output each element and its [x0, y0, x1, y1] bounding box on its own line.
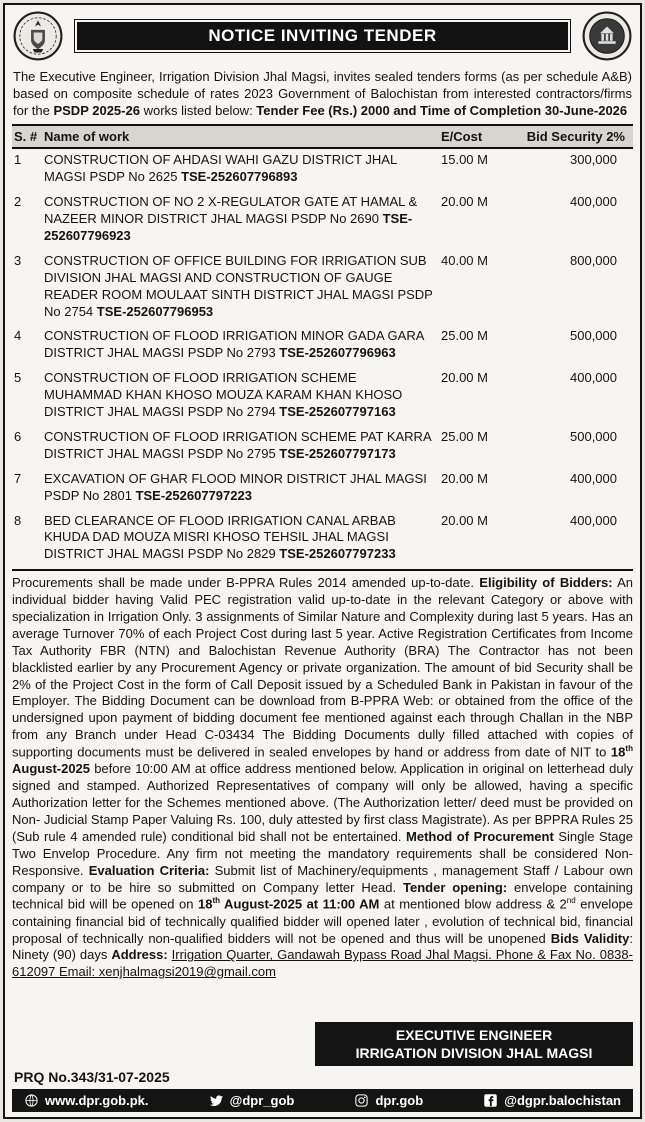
tse-code: TSE-252607796893 — [181, 169, 298, 185]
spacer — [12, 981, 633, 1017]
terms-paragraph: Procurements shall be made under B-PPRA Rules 2014 amended up-to-date. Eligibility of Bidders: An individual bidder having Valid PEC registration valid up-to-date in the relevant Category or above with specialization in Irrigation Only. 3 assignments of Similar Nature and Complexity during last 5 years. Has an average Turnover 70% of each Project Cost during last 5 year. Active Registration Certificates from Income Tax Authority FBR (NTN) and Balochistan Revenue Authority (BRA) The Contractor has not been blacklisted earlier by any Procurement Agency or private organization. The amount of bid Security shall be 2% of the Project Cost in the form of Call Deposit issued by a Scheduled Bank in Pakistan in favour of the Employer. The Bidding Document can be download from B-PPRA Web: or obtained from the office of the undersigned upon payment of bidding document fee mentioned against each through Challan in the NBP from any Branch under Head C-03434 The Bidding Documents dully filled attached with copies of supporting documents must be delivered in sealed envelopes by hand or address from date of NIT to 18th August-2025 before 10:00 AM at office address mentioned below. Application in original on letterhead duly signed and stamped. Authorized Representatives of company will only be allowed, having a specific Authorization letter for the Schemes mentioned above. (The Authorization letter/ deed must be provided on Non- Judicial Stamp Paper Valuing Rs. 100, duly attested by first class Magistrate). As per BPPRA Rules 25 (Sub rule 4 amended rule) conditional bid shall not be entertained. Method of Procurement Single Stage Two Envelop Procedure. Any firm not meeting the mandatory requirements shall be considered Non-Responsive. Evaluation Criteria: Submit list of Machinery/equipments , management Staff / Labour own company or to be hire so submitted on Company letter Head. Tender opening: envelope containing technical bid will be opened on 18th August-2025 at 11:00 AM at mentioned blow address & 2nd envelope containing financial bid of technically qualified bidder will opened later , evolution of technical bid, financial proposal of technically non-qualified bidders will not be opened and thus will be unopened Bids Validity: Ninety (90) days Address: Irrigation Quarter, Gandawah Bypass Road Jhal Magsi. Phone & Fax No. 0838-612097 Email: xenjhalmagsi2019@gmail.com — [12, 569, 633, 981]
table-row: 4 CONSTRUCTION OF FLOOD IRRIGATION MINOR GADA GARA DISTRICT JHAL MAGSI PSDP No 2793 TSE-252607796963 25.00 M 500,000 — [12, 325, 633, 367]
table-row: 6 CONSTRUCTION OF FLOOD IRRIGATION SCHEME PAT KARRA DISTRICT JHAL MAGSI PSDP No 2795 TSE-252607797173 25.00 M 500,000 — [12, 426, 633, 468]
table-row: 8 BED CLEARANCE OF FLOOD IRRIGATION CANAL ARBAB KHUDA DAD MOUZA MISRI KHOSO TEHSIL JHAL MAGSI DISTRICT JHAL MAGSI PSDP No 2829 TSE-252607797233 20.00 M 400,000 — [12, 510, 633, 569]
instagram-label: dpr.gob — [375, 1093, 424, 1108]
table-row: 3 CONSTRUCTION OF OFFICE BUILDING FOR IRRIGATION SUB DIVISION JHAL MAGSI AND CONSTRUCTION OF GAUGE READER ROOM MOULAAT SINTH DISTRICT JHAL MAGSI PSDP No 2754 TSE-252607796953 40.00 M 800,000 — [12, 250, 633, 326]
social-bar — [12, 1089, 633, 1112]
officer-title: EXECUTIVE ENGINEER — [395, 1026, 553, 1043]
officer-division: IRRIGATION DIVISION JHAL MAGSI — [355, 1044, 593, 1061]
work-name: BED CLEARANCE OF FLOOD IRRIGATION CANAL ARBAB KHUDA DAD MOUZA MISRI KHOSO TEHSIL JHAL MAGSI DISTRICT JHAL MAGSI PSDP No 2829 — [44, 512, 396, 562]
bid-security: 500,000 — [570, 428, 617, 444]
bid-security: 800,000 — [570, 252, 617, 268]
globe-icon — [24, 1093, 39, 1108]
bid-security: 300,000 — [570, 152, 617, 168]
estimated-cost: 20.00 M — [441, 512, 488, 528]
tse-code: TSE-252607797173 — [279, 445, 396, 461]
estimated-cost: 40.00 M — [441, 252, 488, 268]
estimated-cost: 15.00 M — [441, 152, 488, 168]
col-bid-security: Bid Security 2% — [517, 125, 633, 148]
table-row: 2 CONSTRUCTION OF NO 2 X-REGULATOR GATE AT HAMAL & NAZEER MINOR DISTRICT JHAL MAGSI PSDP No 2690 TSE-252607796923 20.00 M 400,000 — [12, 191, 633, 250]
officer-signature-box — [315, 1022, 633, 1066]
twitter-icon — [209, 1093, 224, 1108]
work-name: CONSTRUCTION OF OFFICE BUILDING FOR IRRIGATION SUB DIVISION JHAL MAGSI AND CONSTRUCTION OF GAUGE READER ROOM MOULAAT SINTH DISTRICT JHAL MAGSI PSDP No 2754 — [44, 252, 433, 319]
tse-code: TSE-252607797163 — [279, 404, 396, 420]
tse-code: TSE-252607796963 — [279, 345, 396, 361]
table-row: 5 CONSTRUCTION OF FLOOD IRRIGATION SCHEME MUHAMMAD KHAN KHOSO MOUZA KARAM KHAN KHOSO DISTRICT JHAL MAGSI PSDP No 2794 TSE-252607797163 20.00 M 400,000 — [12, 367, 633, 426]
website-label: www.dpr.gob.pk. — [45, 1093, 149, 1108]
facebook-icon — [483, 1093, 498, 1108]
notice-header — [12, 10, 633, 62]
works-table — [12, 124, 633, 568]
tse-code: TSE-252607797223 — [135, 487, 252, 503]
col-serial: S. # — [12, 125, 42, 148]
gov-emblem-right-icon — [581, 10, 633, 62]
website-link — [24, 1093, 149, 1108]
facebook-handle — [483, 1093, 621, 1108]
gov-emblem-left-icon — [12, 10, 64, 62]
table-header-row — [12, 125, 633, 148]
notice-title-box — [74, 19, 571, 53]
bid-security: 500,000 — [570, 328, 617, 344]
estimated-cost: 20.00 M — [441, 370, 488, 386]
bid-security: 400,000 — [570, 512, 617, 528]
bid-security: 400,000 — [570, 470, 617, 486]
twitter-label: @dpr_gob — [229, 1093, 295, 1108]
instagram-icon — [354, 1093, 369, 1108]
bid-security: 400,000 — [570, 194, 617, 210]
estimated-cost: 20.00 M — [441, 194, 488, 210]
estimated-cost: 20.00 M — [441, 470, 488, 486]
work-name: EXCAVATION OF GHAR FLOOD MINOR DISTRICT JHAL MAGSI PSDP No 2801 — [44, 470, 427, 503]
col-cost: E/Cost — [439, 125, 517, 148]
estimated-cost: 25.00 M — [441, 428, 488, 444]
estimated-cost: 25.00 M — [441, 328, 488, 344]
tse-code: TSE-252607796923 — [44, 211, 413, 244]
tse-code: TSE-252607796953 — [96, 303, 214, 319]
intro-paragraph: The Executive Engineer, Irrigation Division Jhal Magsi, invites sealed tenders forms (as per schedule A&B) based on composite schedule of rates 2023 Government of Balochistan from interested contractors/firms for the PSDP 2025-26 works listed below: Tender Fee (Rs.) 2000 and Time of Completion 30-June-2026 — [13, 69, 632, 119]
facebook-label: @dgpr.balochistan — [504, 1093, 621, 1108]
work-name: CONSTRUCTION OF FLOOD IRRIGATION SCHEME MUHAMMAD KHAN KHOSO MOUZA KARAM KHAN KHOSO DISTRICT JHAL MAGSI PSDP No 2794 — [44, 370, 403, 420]
page-title: NOTICE INVITING TENDER — [77, 22, 568, 50]
bid-security: 400,000 — [570, 370, 617, 386]
twitter-handle — [209, 1093, 295, 1108]
prq-number: PRQ No.343/31-07-2025 — [14, 1069, 170, 1085]
work-name: CONSTRUCTION OF NO 2 X-REGULATOR GATE AT HAMAL & NAZEER MINOR DISTRICT JHAL MAGSI PSDP No 2690 — [44, 194, 418, 227]
instagram-handle — [354, 1093, 423, 1108]
officer-row — [12, 1022, 633, 1066]
tender-notice-page — [3, 3, 642, 1119]
work-name: CONSTRUCTION OF AHDASI WAHI GAZU DISTRICT JHAL MAGSI PSDP No 2625 — [44, 152, 397, 185]
tse-code: TSE-252607797233 — [279, 546, 396, 562]
work-name: CONSTRUCTION OF FLOOD IRRIGATION SCHEME PAT KARRA DISTRICT JHAL MAGSI PSDP No 2795 — [44, 428, 431, 461]
col-work: Name of work — [42, 125, 439, 148]
work-name: CONSTRUCTION OF FLOOD IRRIGATION MINOR GADA GARA DISTRICT JHAL MAGSI PSDP No 2793 — [44, 328, 424, 361]
table-row: 7 EXCAVATION OF GHAR FLOOD MINOR DISTRICT JHAL MAGSI PSDP No 2801 TSE-252607797223 20.00 M 400,000 — [12, 468, 633, 510]
table-row: 1 CONSTRUCTION OF AHDASI WAHI GAZU DISTRICT JHAL MAGSI PSDP No 2625 TSE-252607796893 15.00 M 300,000 — [12, 148, 633, 191]
